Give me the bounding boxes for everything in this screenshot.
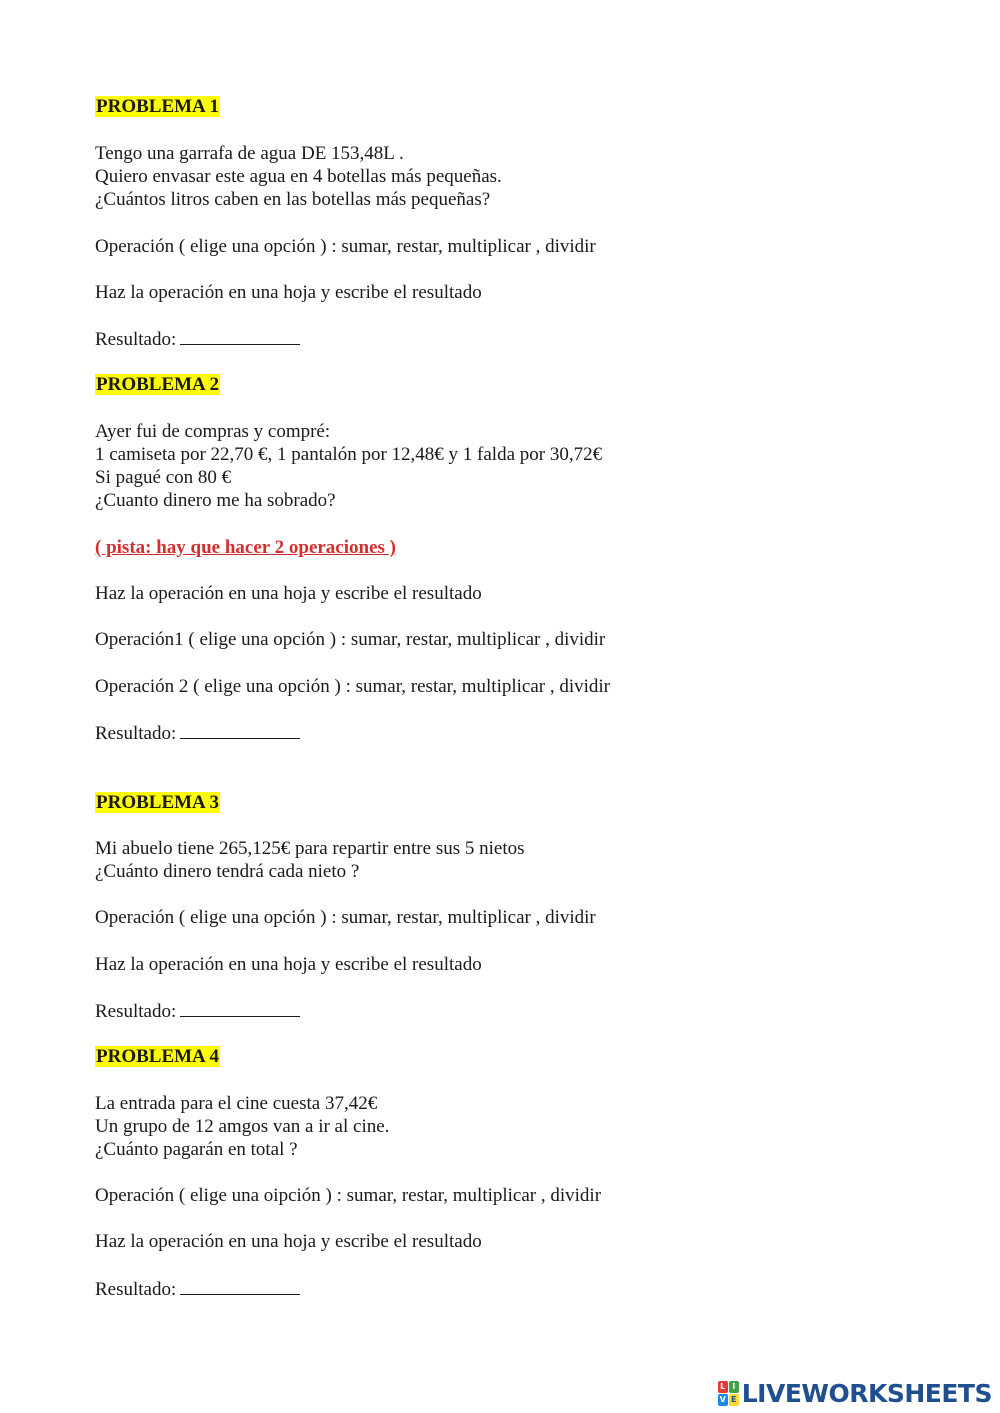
problem-1-answer-blank[interactable] (180, 327, 300, 345)
problem-2-operation-2: Operación 2 ( elige una opción ) : sumar, restar, multiplicar , dividir (95, 676, 611, 697)
logo-mark-letter-v: V (719, 1394, 726, 1404)
problem-3-result (95, 999, 300, 1023)
problem-1-line-3: ¿Cuántos litros caben en las botellas más pequeñas? (95, 189, 491, 210)
problem-4-line-2: Un grupo de 12 amgos van a ir al cine. (95, 1116, 390, 1137)
problem-1-operation: Operación ( elige una opción ) : sumar, restar, multiplicar , dividir (95, 236, 596, 257)
problem-1-heading: PROBLEMA 1 (96, 96, 219, 117)
problem-4-answer-blank[interactable] (180, 1277, 300, 1295)
result-label: Resultado: (95, 1001, 177, 1022)
problem-3-answer-blank[interactable] (180, 999, 300, 1017)
problem-2-line-2: 1 camiseta por 22,70 €, 1 pantalón por 12,48€ y 1 falda por 30,72€ (95, 444, 603, 465)
problem-2-line-3: Si pagué con 80 € (95, 467, 232, 488)
problem-3-heading: PROBLEMA 3 (96, 792, 219, 813)
problem-2-hint: ( pista: hay que hacer 2 operaciones ) (95, 537, 396, 558)
problem-2-instruction: Haz la operación en una hoja y escribe el resultado (95, 583, 482, 604)
problem-4-line-3: ¿Cuánto pagarán en total ? (95, 1139, 298, 1160)
problem-2-line-1: Ayer fui de compras y compré: (95, 421, 331, 442)
logo-mark-icon (718, 1381, 739, 1406)
problem-4-operation: Operación ( elige una oipción ) : sumar, restar, multiplicar , dividir (95, 1185, 602, 1206)
problem-3-operation: Operación ( elige una opción ) : sumar, restar, multiplicar , dividir (95, 907, 596, 928)
problem-2-result (95, 721, 300, 745)
problem-1-result (95, 327, 300, 351)
problem-2-heading: PROBLEMA 2 (96, 374, 219, 395)
result-label: Resultado: (95, 723, 177, 744)
problem-3-line-2: ¿Cuánto dinero tendrá cada nieto ? (95, 861, 360, 882)
logo-mark-letter-l: L (718, 1381, 728, 1393)
problem-1-instruction: Haz la operación en una hoja y escribe el resultado (95, 282, 482, 303)
problem-3-instruction: Haz la operación en una hoja y escribe el resultado (95, 954, 482, 975)
logo-mark-letter-e: E (729, 1394, 739, 1406)
problem-2-operation-1: Operación1 ( elige una opción ) : sumar, restar, multiplicar , dividir (95, 629, 606, 650)
liveworksheets-logo (718, 1378, 992, 1408)
problem-4-result (95, 1277, 300, 1301)
problem-1-line-1: Tengo una garrafa de agua DE 153,48L . (95, 143, 404, 164)
problem-4-line-1: La entrada para el cine cuesta 37,42€ (95, 1093, 378, 1114)
problem-2-line-4: ¿Cuanto dinero me ha sobrado? (95, 490, 336, 511)
result-label: Resultado: (95, 1279, 177, 1300)
result-label: Resultado: (95, 329, 177, 350)
logo-mark-letter-i: I (729, 1381, 739, 1393)
problem-2-answer-blank[interactable] (180, 721, 300, 739)
problem-4-heading: PROBLEMA 4 (96, 1046, 219, 1067)
problem-3-line-1: Mi abuelo tiene 265,125€ para repartir entre sus 5 nietos (95, 838, 525, 859)
logo-text: LIVEWORKSHEETS (741, 1378, 992, 1408)
problem-1-line-2: Quiero envasar este agua en 4 botellas más pequeñas. (95, 166, 502, 187)
problem-4-instruction: Haz la operación en una hoja y escribe el resultado (95, 1231, 482, 1252)
